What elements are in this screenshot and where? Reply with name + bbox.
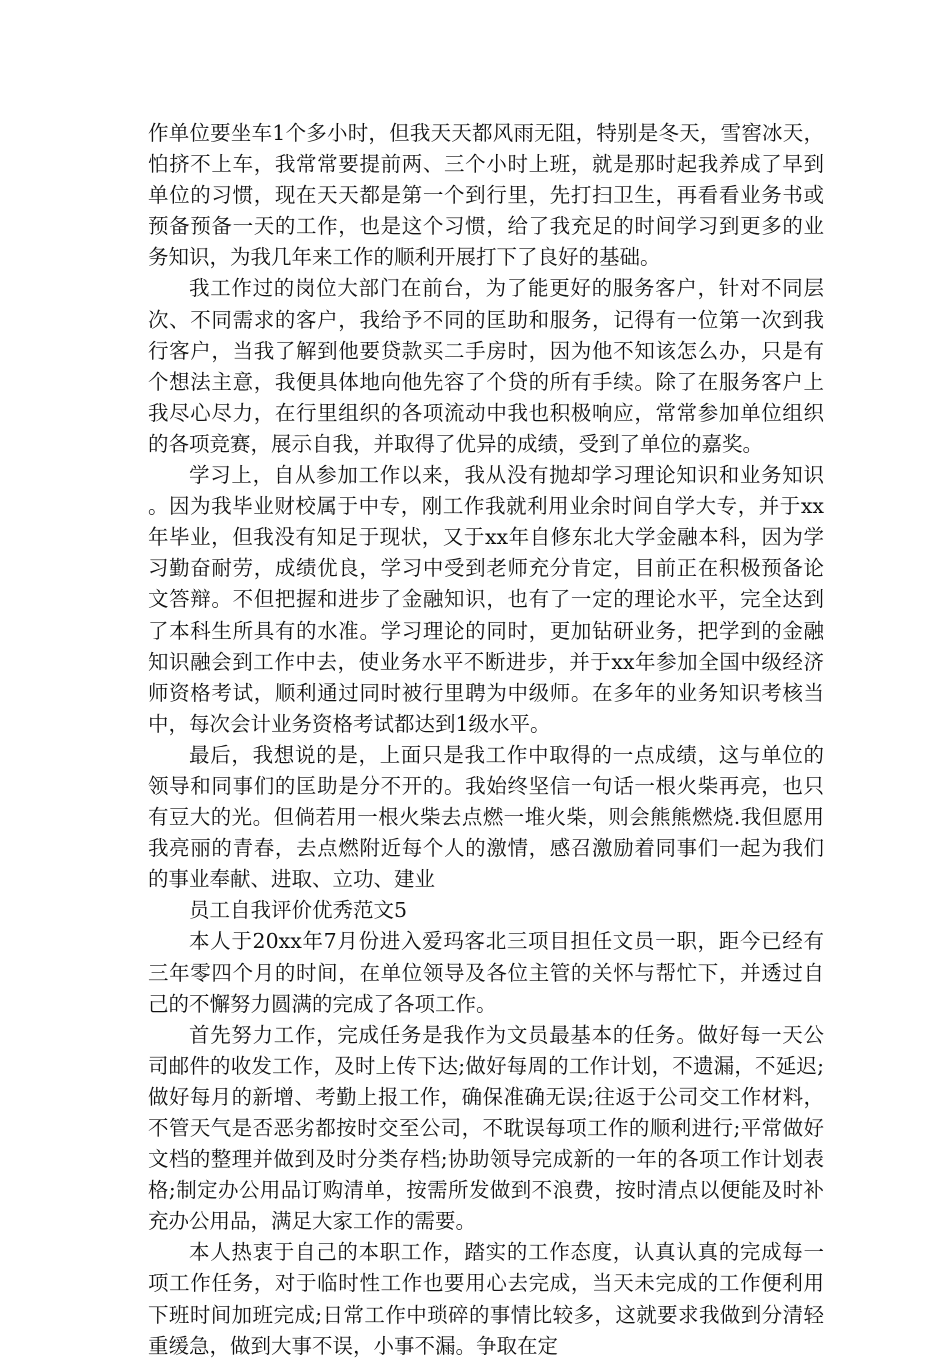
paragraph-commute: 作单位要坐车1个多小时，但我天天都风雨无阻，特别是冬天，雪窖冰天，怕挤不上车，我常常要提前两、三个小时上班，就是那时起我养成了早到单位的习惯，现在天天都是第一个到行里，先打扫卫生，再看看业务书或预备预备一天的工作，也是这个习惯，给了我充足的时间学习到更多的业务知识，为我几年来工作的顺利开展打下了良好的基础。 (148, 121, 824, 270)
paragraph-front-desk: 我工作过的岗位大部门在前台，为了能更好的服务客户，针对不同层次、不同需求的客户，我给予不同的匡助和服务，记得有一位第一次到我行客户，当我了解到他要贷款买二手房时，因为他不知该怎么办，只是有个想法主意，我便具体地向他先容了个贷的所有手续。除了在服务客户上我尽心尽力，在行里组织的各项流动中我也积极响应，常常参加单位组织的各项竞赛，展示自我，并取得了优异的成绩，受到了单位的嘉奖。 (148, 276, 824, 456)
paragraph-tasks: 首先努力工作，完成任务是我作为文员最基本的任务。做好每一天公司邮件的收发工作，及时上传下达;做好每周的工作计划，不遗漏，不延迟;做好每月的新增、考勤上报工作，确保准确无误;往返于公司交工作材料，不管天气是否恶劣都按时交至公司，不耽误每项工作的顺利进行;平常做好文档的整理并做到及时分类存档;协助领导完成新的一年的各项工作计划表格;制定办公用品订购清单，按需所发做到不浪费，按时清点以便能及时补充办公用品，满足大家工作的需要。 (148, 1022, 824, 1234)
paragraph-conclusion: 最后，我想说的是，上面只是我工作中取得的一点成绩，这与单位的领导和同事们的匡助是分不开的。我始终坚信一句话一根火柴再亮，也只有豆大的光。但倘若用一根火柴去点燃一堆火柴，则会熊熊燃烧.我但愿用我亮丽的青春，去点燃附近每个人的激情，感召激励着同事们一起为我们的事业奉献、进取、立功、建业 (148, 742, 824, 892)
paragraph-intro: 本人于20xx年7月份进入爱玛客北三项目担任文员一职，距今已经有三年零四个月的时间，在单位领导及各位主管的关怀与帮忙下，并透过自己的不懈努力圆满的完成了各项工作。 (148, 929, 824, 1016)
paragraph-attitude: 本人热衷于自己的本职工作，踏实的工作态度，认真认真的完成每一项工作任务，对于临时性工作也要用心去完成，当天未完成的工作便利用下班时间加班完成;日常工作中琐碎的事情比较多，这就要求我做到分清轻重缓急，做到大事不误，小事不漏。争取在定 (148, 1240, 824, 1358)
section-heading: 员工自我评价优秀范文5 (189, 898, 408, 923)
paragraph-study: 学习上，自从参加工作以来，我从没有抛却学习理论知识和业务知识。因为我毕业财校属于中专，刚工作我就利用业余时间自学大专，并于xx年毕业，但我没有知足于现状，又于xx年自修东北大学金融本科，因为学习勤奋耐劳，成绩优良，学习中受到老师充分肯定，目前正在积极预备论文答辩。不但把握和进步了金融知识，也有了一定的理论水平，完全达到了本科生所具有的水准。学习理论的同时，更加钻研业务，把学到的金融知识融会到工作中去，使业务水平不断进步，并于xx年参加全国中级经济师资格考试，顺利通过同时被行里聘为中级师。在多年的业务知识考核当中，每次会计业务资格考试都达到1级水平。 (148, 463, 824, 736)
document-page (148, 118, 824, 1362)
